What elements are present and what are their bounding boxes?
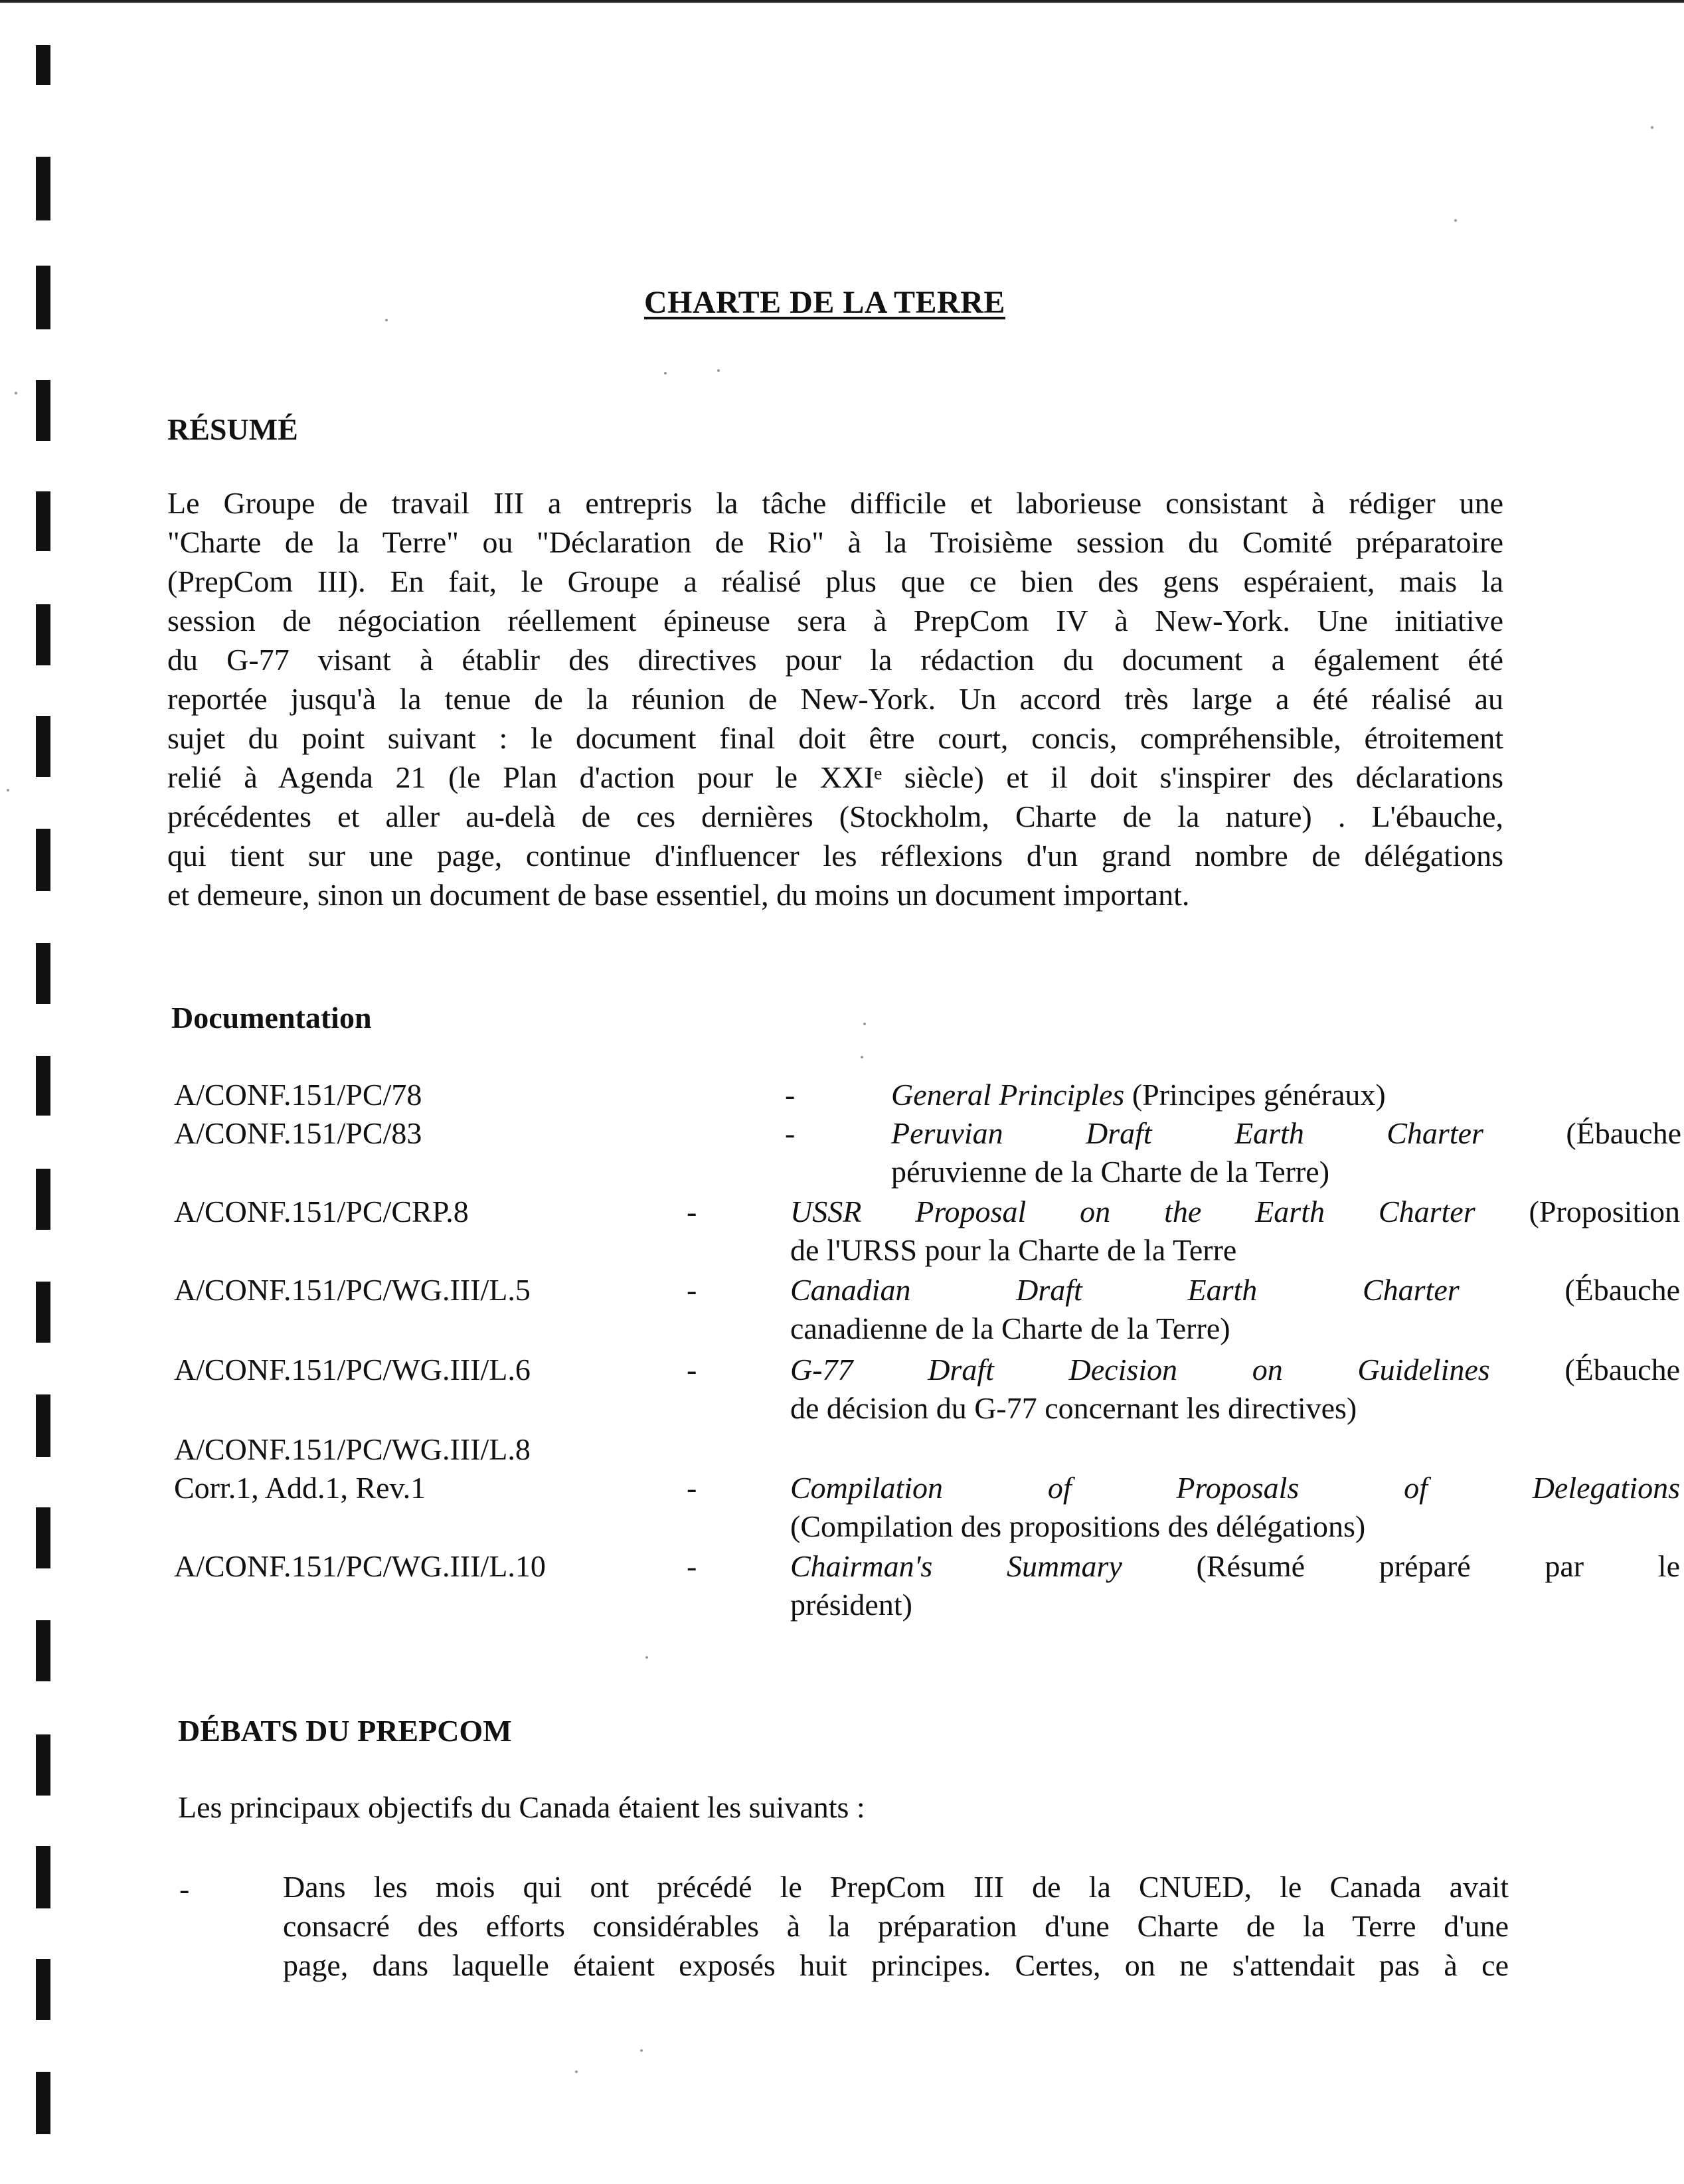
scan-speck bbox=[863, 1023, 866, 1025]
doc-desc-line: de l'URSS pour la Charte de la Terre bbox=[790, 1233, 1237, 1267]
bullet-line: Dans les mois qui ont précédé le PrepCom III de la CNUED, le Canada avait bbox=[283, 1870, 1509, 1904]
binding-mark bbox=[36, 1959, 50, 2020]
resume-line: du G-77 visant à établir des directives pour la rédaction du document a également été bbox=[167, 643, 1503, 677]
doc-desc-line bbox=[891, 1076, 1681, 1114]
scan-speck bbox=[1454, 219, 1457, 222]
binding-mark bbox=[36, 491, 50, 551]
doc-title: Chairman's Summary bbox=[790, 1549, 1122, 1583]
doc-desc-line bbox=[790, 1351, 1680, 1389]
resume-line: session de négociation réellement épineuse sera à PrepCom IV à New-York. Une initiative bbox=[167, 604, 1503, 637]
documentation-item bbox=[174, 1547, 1680, 1627]
scan-speck bbox=[7, 789, 9, 792]
resume-heading: RÉSUMÉ bbox=[167, 412, 298, 446]
doc-description bbox=[891, 1076, 1681, 1114]
scan-speck bbox=[15, 392, 17, 394]
documentation-item bbox=[174, 1193, 1681, 1272]
doc-code: A/CONF.151/PC/WG.III/L.10 bbox=[174, 1549, 546, 1583]
resume-line: qui tient sur une page, continue d'influencer les réflexions d'un grand nombre de délégations bbox=[167, 839, 1503, 873]
doc-code: A/CONF.151/PC/83 bbox=[174, 1116, 422, 1150]
doc-dash: - bbox=[687, 1471, 697, 1505]
binding-mark bbox=[36, 157, 50, 220]
doc-description bbox=[790, 1469, 1680, 1546]
doc-code: A/CONF.151/PC/WG.III/L.5 bbox=[174, 1273, 531, 1307]
doc-desc-line: président) bbox=[790, 1588, 912, 1622]
doc-code: A/CONF.151/PC/78 bbox=[174, 1078, 422, 1112]
resume-line: précédentes et aller au-delà de ces dernières (Stockholm, Charte de la nature) . L'ébauche, bbox=[167, 799, 1503, 833]
doc-desc-line bbox=[790, 1271, 1680, 1309]
doc-desc-line bbox=[891, 1114, 1681, 1153]
page-title: CHARTE DE LA TERRE bbox=[644, 285, 1005, 320]
resume-line: Le Groupe de travail III a entrepris la tâche difficile et laborieuse consistant à rédiger une bbox=[167, 486, 1503, 520]
doc-desc-line: péruvienne de la Charte de la Terre) bbox=[891, 1155, 1330, 1189]
doc-desc-text: (Principes généraux) bbox=[1132, 1078, 1386, 1112]
doc-dash: - bbox=[785, 1078, 796, 1112]
binding-mark bbox=[36, 829, 50, 891]
scan-speck bbox=[861, 1056, 863, 1058]
resume-line: relié à Agenda 21 (le Plan d'action pour le XXIᵉ siècle) et il doit s'inspirer des déclarations bbox=[167, 760, 1503, 794]
scan-speck bbox=[717, 369, 720, 372]
binding-mark bbox=[36, 1394, 50, 1457]
doc-dash: - bbox=[687, 1273, 697, 1307]
bullet-line: page, dans laquelle étaient exposés huit principes. Certes, on ne s'attendait pas à ce bbox=[283, 1948, 1509, 1982]
doc-description bbox=[790, 1193, 1680, 1270]
documentation-item bbox=[174, 1076, 1509, 1116]
doc-title: General Principles bbox=[891, 1078, 1125, 1112]
doc-description bbox=[891, 1114, 1681, 1191]
doc-desc-line bbox=[790, 1547, 1680, 1586]
doc-desc-text: (Résumé préparé par le bbox=[1196, 1549, 1680, 1583]
doc-code: A/CONF.151/PC/WG.III/L.8 bbox=[174, 1432, 531, 1466]
binding-mark bbox=[36, 1169, 50, 1230]
scan-speck bbox=[1651, 126, 1653, 129]
documentation-item bbox=[174, 1114, 1681, 1194]
binding-mark bbox=[36, 1620, 50, 1681]
documentation-item bbox=[174, 1430, 1680, 1550]
binding-mark bbox=[36, 716, 50, 777]
debats-intro: Les principaux objectifs du Canada étaient les suivants : bbox=[178, 1790, 865, 1824]
doc-dash: - bbox=[687, 1353, 697, 1386]
binding-mark bbox=[36, 1734, 50, 1796]
binding-mark bbox=[36, 604, 50, 665]
binding-mark bbox=[36, 1056, 50, 1116]
bullet-line: consacré des efforts considérables à la préparation d'une Charte de la Terre d'une bbox=[283, 1909, 1509, 1943]
binding-mark bbox=[36, 1507, 50, 1568]
doc-desc-text: (Proposition bbox=[1529, 1195, 1681, 1228]
debats-heading: DÉBATS DU PREPCOM bbox=[178, 1714, 512, 1748]
documentation-item bbox=[174, 1351, 1681, 1430]
doc-title: USSR Proposal on the Earth Charter bbox=[790, 1195, 1475, 1228]
binding-mark bbox=[36, 1846, 50, 1908]
doc-description bbox=[790, 1271, 1680, 1348]
doc-title: Peruvian Draft Earth Charter bbox=[891, 1116, 1483, 1150]
scan-speck bbox=[640, 2049, 643, 2052]
doc-description bbox=[790, 1351, 1680, 1428]
bullet-dash: - bbox=[179, 1872, 190, 1906]
doc-desc-line: (Compilation des propositions des délégations) bbox=[790, 1509, 1366, 1543]
doc-title: Compilation of Proposals of Delegations bbox=[790, 1471, 1680, 1505]
doc-desc-text: (Ébauche bbox=[1564, 1273, 1681, 1307]
bullet-paragraph bbox=[283, 1867, 1509, 1985]
binding-mark bbox=[36, 380, 50, 441]
resume-line: (PrepCom III). En fait, le Groupe a réalisé plus que ce bien des gens espéraient, mais la bbox=[167, 564, 1503, 598]
doc-desc-text: (Ébauche bbox=[1566, 1116, 1681, 1150]
resume-paragraph bbox=[167, 483, 1503, 914]
binding-mark bbox=[36, 1282, 50, 1343]
doc-desc-line: canadienne de la Charte de la Terre) bbox=[790, 1311, 1230, 1345]
binding-mark bbox=[36, 266, 50, 329]
doc-title: Canadian Draft Earth Charter bbox=[790, 1273, 1460, 1307]
resume-line: "Charte de la Terre" ou "Déclaration de Rio" à la Troisième session du Comité préparatoire bbox=[167, 525, 1503, 559]
scan-speck bbox=[385, 319, 388, 321]
doc-dash: - bbox=[785, 1116, 796, 1150]
scan-speck bbox=[575, 2070, 578, 2073]
doc-code-continuation: Corr.1, Add.1, Rev.1 bbox=[174, 1471, 426, 1505]
documentation-heading: Documentation bbox=[171, 1001, 372, 1035]
documentation-item bbox=[174, 1271, 1681, 1351]
resume-line: et demeure, sinon un document de base essentiel, du moins un document important. bbox=[167, 878, 1190, 912]
doc-desc-line bbox=[790, 1193, 1680, 1231]
scan-speck bbox=[645, 1656, 648, 1659]
doc-dash: - bbox=[687, 1195, 697, 1228]
binding-mark bbox=[36, 45, 50, 85]
doc-description bbox=[790, 1547, 1680, 1624]
resume-line: sujet du point suivant : le document final doit être court, concis, compréhensible, étroitement bbox=[167, 721, 1503, 755]
doc-desc-line bbox=[790, 1469, 1680, 1507]
doc-desc-line: de décision du G-77 concernant les directives) bbox=[790, 1391, 1357, 1425]
doc-code: A/CONF.151/PC/CRP.8 bbox=[174, 1195, 469, 1228]
scan-speck bbox=[664, 372, 667, 375]
doc-title: G-77 Draft Decision on Guidelines bbox=[790, 1353, 1490, 1386]
binding-mark bbox=[36, 943, 50, 1004]
doc-dash: - bbox=[687, 1549, 697, 1583]
doc-desc-text: (Ébauche bbox=[1564, 1353, 1681, 1386]
resume-line: reportée jusqu'à la tenue de la réunion de New-York. Un accord très large a été réalisé au bbox=[167, 682, 1503, 716]
doc-code: A/CONF.151/PC/WG.III/L.6 bbox=[174, 1353, 531, 1386]
binding-mark bbox=[36, 2072, 50, 2134]
top-rule bbox=[0, 0, 1684, 3]
